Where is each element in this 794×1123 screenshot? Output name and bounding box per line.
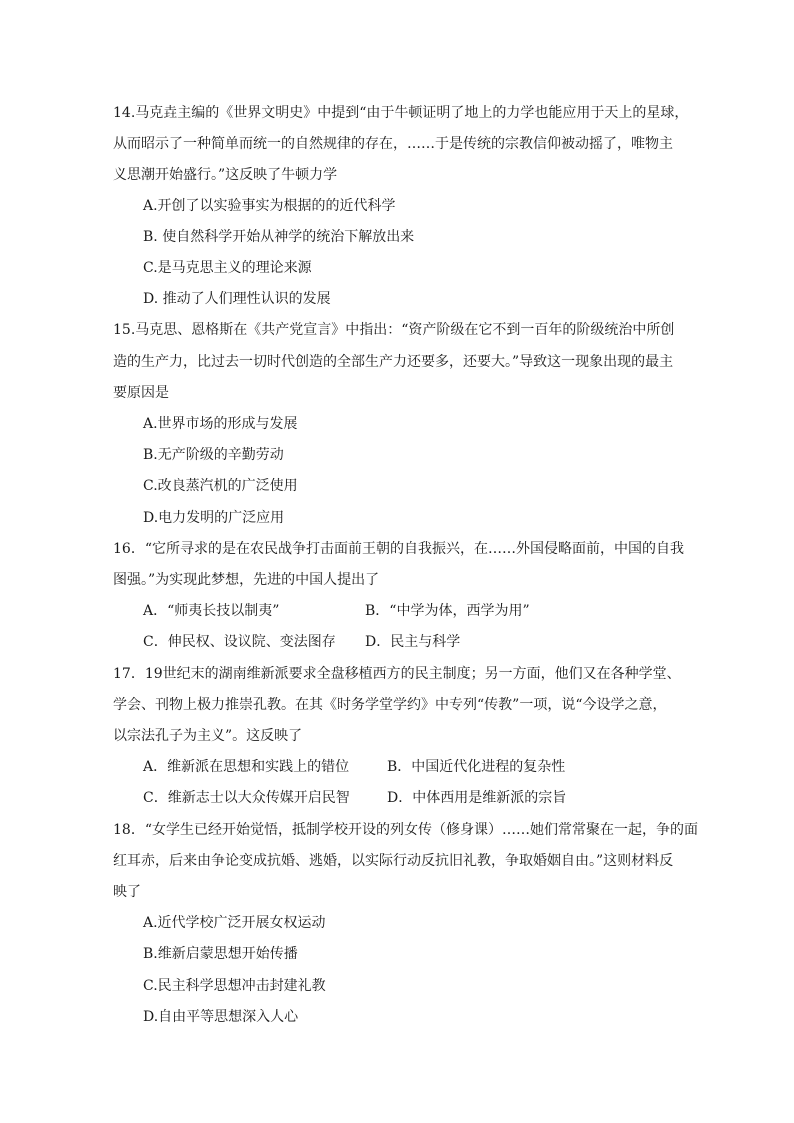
option-a: A.开创了以实验事实为根据的的近代科学 — [143, 198, 396, 214]
option-d: D.电力发明的广泛应用 — [143, 510, 285, 526]
question-stem-line: 以宗法孔子为主义”。这反映了 — [113, 728, 303, 744]
question-stem-line: 15.马克思、恩格斯在《共产党宣言》中指出：“资产阶级在它不到一百年的阶级统治中所创 — [113, 322, 675, 338]
option-c: C.民主科学思想冲击封建礼教 — [143, 978, 326, 994]
question-stem-line: 14.马克垚主编的《世界文明史》中提到“由于牛顿证明了地上的力学也能应用于天上的星球， — [113, 105, 689, 121]
question-stem-line: 图强。”为实现此梦想，先进的中国人提出了 — [113, 572, 380, 588]
option-c: C．伸民权、设议院、变法图存 — [143, 634, 336, 650]
option-b: B．“中学为体，西学为用” — [365, 603, 530, 619]
option-d: D. 推动了人们理性认识的发展 — [143, 291, 331, 307]
question-stem-line: 要原因是 — [113, 385, 169, 401]
option-d: D．中体西用是维新派的宗旨 — [387, 790, 567, 806]
option-a: A．“师夷长技以制夷” — [143, 603, 280, 619]
question-stem-line: 红耳赤，后来由争论变成抗婚、逃婚，以实际行动反抗旧礼教，争取婚姻自由。”这则材料反 — [113, 853, 674, 869]
question-stem-line: 16．“它所寻求的是在农民战争打击面前王朝的自我振兴，在……外国侵略面前，中国的自我 — [113, 541, 684, 557]
option-d: D．民主与科学 — [365, 634, 461, 650]
option-b: B.维新启蒙思想开始传播 — [143, 946, 298, 962]
option-c: C．维新志士以大众传媒开启民智 — [143, 790, 350, 806]
option-b: B．中国近代化进程的复杂性 — [387, 759, 566, 775]
option-c: C.改良蒸汽机的广泛使用 — [143, 478, 298, 494]
option-c: C.是马克思主义的理论来源 — [143, 260, 312, 276]
option-a: A.世界市场的形成与发展 — [143, 416, 298, 432]
option-a: A．维新派在思想和实践上的错位 — [143, 759, 350, 775]
question-stem-line: 从而昭示了一种简单而统一的自然规律的存在，……于是传统的宗教信仰被动摇了，唯物主 — [113, 136, 673, 152]
option-b: B. 使自然科学开始从神学的统治下解放出来 — [143, 229, 415, 245]
question-stem-line: 造的生产力，比过去一切时代创造的全部生产力还要多，还要大。”导致这一现象出现的最主 — [113, 354, 674, 370]
option-a: A.近代学校广泛开展女权运动 — [143, 915, 326, 931]
question-stem-line: 映了 — [113, 884, 141, 900]
question-stem-line: 学会、刊物上极力推崇孔教。在其《时务学堂学约》中专列“传教”一项，说“今设学之意， — [113, 697, 667, 713]
question-stem-line: 17．19世纪末的湖南维新派要求全盘移植西方的民主制度；另一方面，他们又在各种学堂、 — [113, 666, 681, 682]
option-d: D.自由平等思想深入人心 — [143, 1009, 299, 1025]
option-b: B.无产阶级的辛勤劳动 — [143, 447, 284, 463]
question-stem-line: 义思潮开始盛行。”这反映了牛顿力学 — [113, 167, 338, 183]
question-stem-line: 18．“女学生已经开始觉悟，抵制学校开设的列女传（修身课）……她们常常聚在一起，争的面 — [113, 822, 698, 838]
